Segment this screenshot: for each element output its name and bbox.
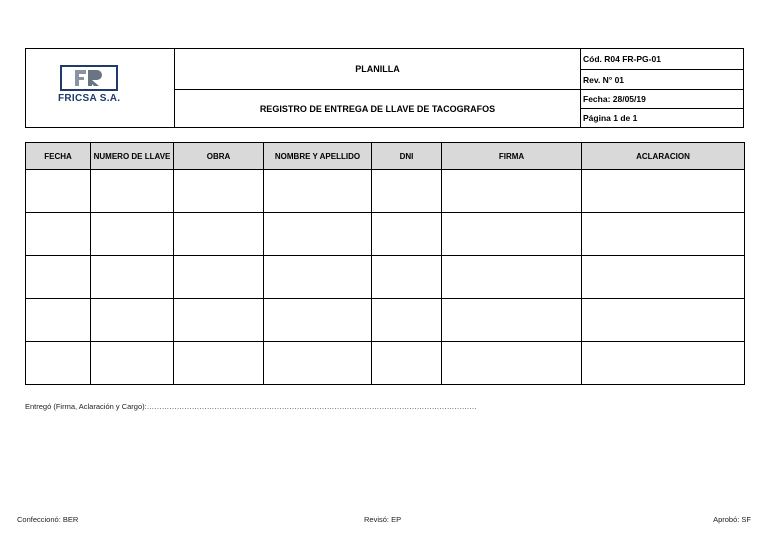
fr-logo-icon xyxy=(71,68,107,88)
table-cell[interactable] xyxy=(582,213,745,256)
table-cell[interactable] xyxy=(264,256,372,299)
footer-confecciono: Confeccionó: BER xyxy=(17,515,79,524)
table-cell[interactable] xyxy=(442,170,582,213)
document-revision: Rev. N° 01 xyxy=(583,74,625,85)
table-cell[interactable] xyxy=(174,342,264,385)
logo-mark xyxy=(60,65,118,91)
table-cell[interactable] xyxy=(264,213,372,256)
table-row xyxy=(26,342,745,385)
column-header-aclaracion: ACLARACION xyxy=(582,143,745,170)
table-cell[interactable] xyxy=(174,256,264,299)
table-cell[interactable] xyxy=(442,299,582,342)
entrego-signature-line: Entregó (Firma, Aclaración y Cargo):…………………………………………………………………………………………………………………… xyxy=(25,402,477,411)
table-cell[interactable] xyxy=(91,256,174,299)
document-subtitle: REGISTRO DE ENTREGA DE LLAVE DE TACOGRAFOS xyxy=(259,103,496,114)
table-cell[interactable] xyxy=(582,342,745,385)
table-cell[interactable] xyxy=(91,299,174,342)
table-cell[interactable] xyxy=(26,170,91,213)
table-cell[interactable] xyxy=(372,213,442,256)
table-cell[interactable] xyxy=(372,299,442,342)
column-header-obra: OBRA xyxy=(174,143,264,170)
column-header-dni: DNI xyxy=(372,143,442,170)
table-cell[interactable] xyxy=(91,170,174,213)
footer-reviso: Revisó: EP xyxy=(364,515,402,524)
table-row xyxy=(26,299,745,342)
table-row xyxy=(26,170,745,213)
table-cell[interactable] xyxy=(442,256,582,299)
table-cell[interactable] xyxy=(372,170,442,213)
column-header-fecha: FECHA xyxy=(26,143,91,170)
table-cell[interactable] xyxy=(91,342,174,385)
column-header-numero-llave: NUMERO DE LLAVE xyxy=(91,143,174,170)
company-name: FRICSA S.A. xyxy=(58,93,121,104)
document-title: PLANILLA xyxy=(355,64,400,74)
table-cell[interactable] xyxy=(174,170,264,213)
table-cell[interactable] xyxy=(264,170,372,213)
table-cell[interactable] xyxy=(26,299,91,342)
table-cell[interactable] xyxy=(26,213,91,256)
table-cell[interactable] xyxy=(264,299,372,342)
table-header-row xyxy=(26,143,745,170)
column-header-nombre: NOMBRE Y APELLIDO xyxy=(264,143,372,170)
table-cell[interactable] xyxy=(442,342,582,385)
table-cell[interactable] xyxy=(372,256,442,299)
table-cell[interactable] xyxy=(26,342,91,385)
footer-aprobo: Aprobó: SF xyxy=(713,515,751,524)
table-cell[interactable] xyxy=(372,342,442,385)
table-cell[interactable] xyxy=(174,213,264,256)
column-header-firma: FIRMA xyxy=(442,143,582,170)
company-logo xyxy=(58,65,120,104)
table-row xyxy=(26,213,745,256)
document-header xyxy=(25,48,744,128)
table-cell[interactable] xyxy=(26,256,91,299)
document-code: Cód. R04 FR-PG-01 xyxy=(583,54,661,64)
table-row xyxy=(26,256,745,299)
table-cell[interactable] xyxy=(91,213,174,256)
registro-table xyxy=(25,142,745,385)
document-page: Página 1 de 1 xyxy=(583,113,638,123)
table-cell[interactable] xyxy=(174,299,264,342)
table-cell[interactable] xyxy=(264,342,372,385)
table-cell[interactable] xyxy=(582,256,745,299)
table-cell[interactable] xyxy=(442,213,582,256)
document-date: Fecha: 28/05/19 xyxy=(583,94,646,104)
table-cell[interactable] xyxy=(582,299,745,342)
table-cell[interactable] xyxy=(582,170,745,213)
